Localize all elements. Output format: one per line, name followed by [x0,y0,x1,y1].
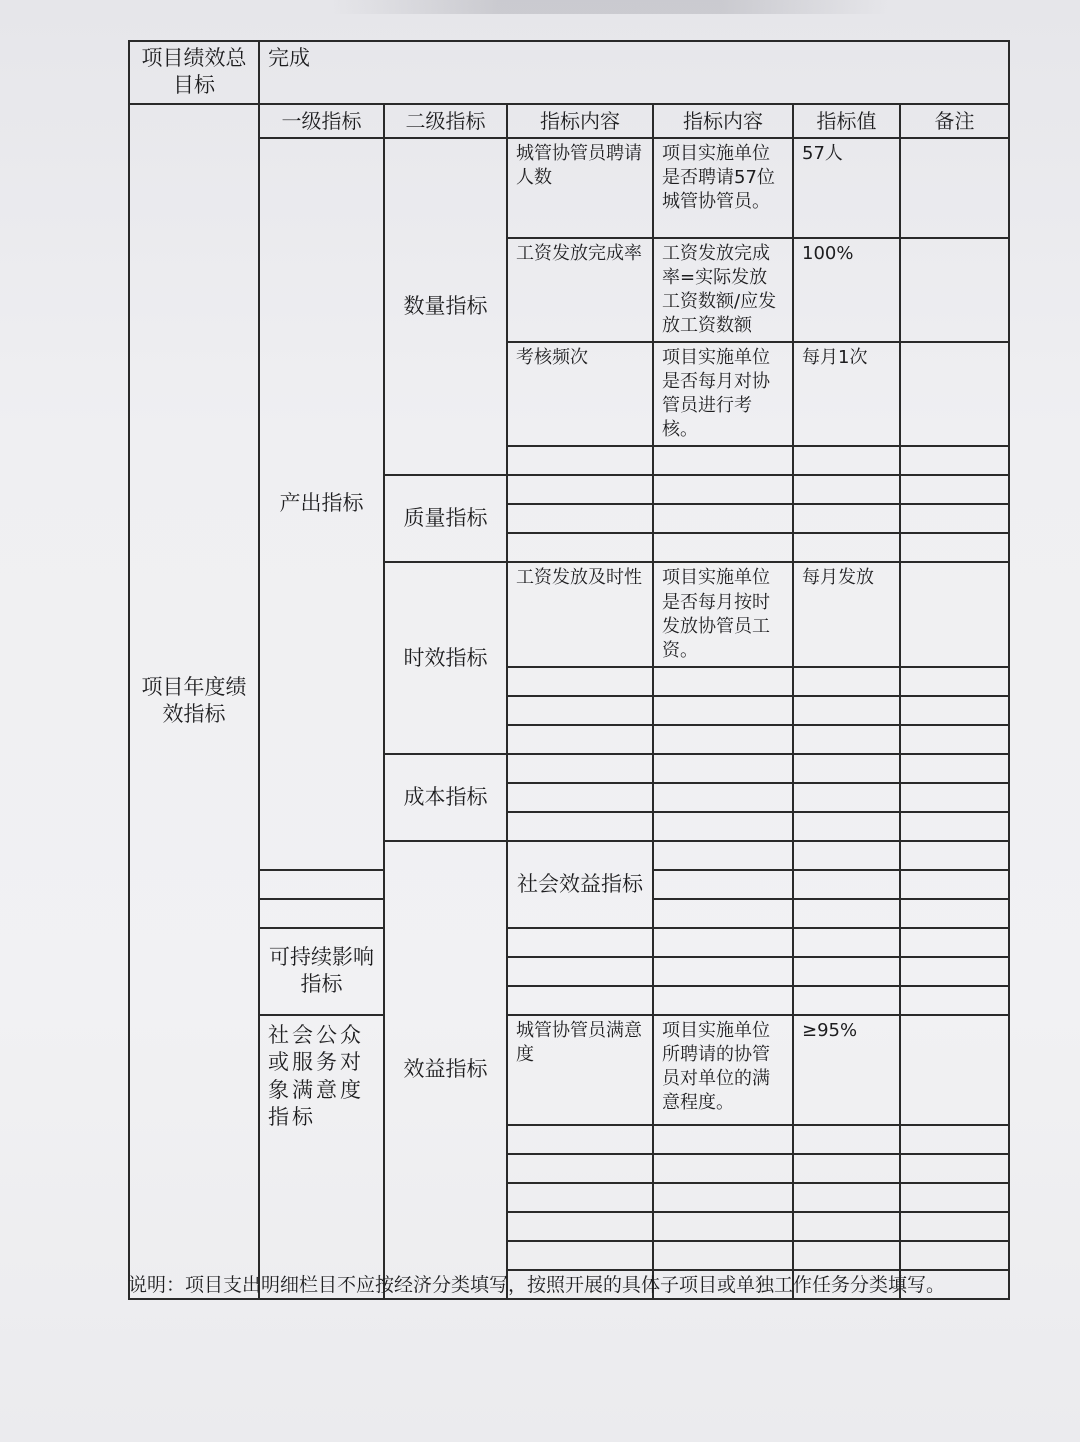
header-level2: 二级指标 [384,104,507,138]
empty-cell [793,504,900,533]
indicator-remark [900,138,1009,238]
empty-cell [793,1241,900,1270]
empty-cell [900,812,1009,841]
empty-cell [900,446,1009,475]
empty-cell [653,754,793,783]
empty-cell [793,783,900,812]
performance-indicator-table [128,40,1010,1300]
empty-cell [259,870,384,899]
level1-benefit: 效益指标 [384,841,507,1299]
empty-cell [653,1154,793,1183]
empty-cell [900,754,1009,783]
empty-cell [653,446,793,475]
empty-cell [653,783,793,812]
empty-cell [507,986,653,1015]
indicator-remark [900,238,1009,342]
empty-cell [653,899,793,928]
empty-cell [900,1241,1009,1270]
indicator-name: 城管协管员满意度 [507,1015,653,1125]
level2-satisfaction: 社会公众或服务对象满意度指标 [259,1015,384,1299]
empty-cell [793,1125,900,1154]
empty-cell [507,1212,653,1241]
empty-cell [900,986,1009,1015]
empty-cell [653,1183,793,1212]
empty-cell [653,841,793,870]
indicator-desc: 项目实施单位是否聘请57位城管协管员。 [653,138,793,238]
empty-cell [507,667,653,696]
empty-cell [653,812,793,841]
indicator-name: 工资发放完成率 [507,238,653,342]
empty-cell [900,696,1009,725]
header-level1: 一级指标 [259,104,384,138]
indicator-remark [900,1015,1009,1125]
empty-cell [900,725,1009,754]
level2-timeliness: 时效指标 [384,562,507,753]
level2-social: 社会效益指标 [507,841,653,928]
header-value: 指标值 [793,104,900,138]
empty-cell [507,504,653,533]
empty-cell [793,475,900,504]
empty-cell [900,1154,1009,1183]
empty-cell [793,446,900,475]
empty-cell [793,533,900,562]
empty-cell [900,1125,1009,1154]
empty-cell [793,928,900,957]
empty-cell [793,667,900,696]
indicator-remark [900,342,1009,446]
indicator-desc: 项目实施单位是否每月按时发放协管员工资。 [653,562,793,666]
empty-cell [900,841,1009,870]
empty-cell [653,1241,793,1270]
empty-cell [793,1183,900,1212]
empty-cell [900,957,1009,986]
empty-cell [900,504,1009,533]
empty-cell [793,1154,900,1183]
level1-output: 产出指标 [259,138,384,870]
empty-cell [507,725,653,754]
header-content-1: 指标内容 [507,104,653,138]
empty-cell [653,475,793,504]
indicator-name: 城管协管员聘请人数 [507,138,653,238]
indicator-name: 考核频次 [507,342,653,446]
empty-cell [653,725,793,754]
indicator-value: ≥95% [793,1015,900,1125]
empty-cell [900,870,1009,899]
indicator-desc: 工资发放完成率=实际发放工资数额/应发放工资数额 [653,238,793,342]
empty-cell [507,957,653,986]
empty-cell [507,928,653,957]
empty-cell [793,696,900,725]
empty-cell [653,504,793,533]
empty-cell [507,1154,653,1183]
empty-cell [900,899,1009,928]
empty-cell [653,870,793,899]
empty-cell [653,957,793,986]
indicator-desc: 项目实施单位所聘请的协管员对单位的满意程度。 [653,1015,793,1125]
indicator-value: 每月1次 [793,342,900,446]
empty-cell [507,475,653,504]
empty-cell [653,986,793,1015]
empty-cell [793,1212,900,1241]
empty-cell [900,475,1009,504]
bleed-through-shadow [330,0,890,14]
empty-cell [259,899,384,928]
overall-goal-value: 完成 [259,41,1009,104]
empty-cell [793,812,900,841]
empty-cell [653,1125,793,1154]
empty-cell [507,1183,653,1212]
empty-cell [793,841,900,870]
empty-cell [793,870,900,899]
empty-cell [793,899,900,928]
level2-quality: 质量指标 [384,475,507,562]
empty-cell [507,1125,653,1154]
empty-cell [793,725,900,754]
empty-cell [653,667,793,696]
empty-cell [507,783,653,812]
indicator-value: 57人 [793,138,900,238]
empty-cell [507,812,653,841]
empty-cell [653,696,793,725]
level2-quantity: 数量指标 [384,138,507,476]
indicator-desc: 项目实施单位是否每月对协管员进行考核。 [653,342,793,446]
empty-cell [793,986,900,1015]
empty-cell [900,928,1009,957]
empty-cell [793,957,900,986]
empty-cell [653,928,793,957]
empty-cell [507,754,653,783]
empty-cell [900,1183,1009,1212]
footnote: 说明：项目支出明细栏目不应按经济分类填写，按照开展的具体子项目或单独工作任务分类填写。 [128,1274,946,1296]
empty-cell [900,783,1009,812]
empty-cell [793,754,900,783]
indicator-remark [900,562,1009,666]
empty-cell [507,1241,653,1270]
overall-goal-label: 项目绩效总目标 [129,41,259,104]
indicator-name: 工资发放及时性 [507,562,653,666]
level2-sustainable: 可持续影响指标 [259,928,384,1015]
empty-cell [507,533,653,562]
empty-cell [900,667,1009,696]
empty-cell [653,1212,793,1241]
empty-cell [653,533,793,562]
empty-cell [900,533,1009,562]
empty-cell [507,696,653,725]
empty-cell [507,446,653,475]
level2-cost: 成本指标 [384,754,507,841]
empty-cell [900,1212,1009,1241]
annual-indicators-label: 项目年度绩效指标 [129,104,259,1299]
header-content-2: 指标内容 [653,104,793,138]
indicator-value: 每月发放 [793,562,900,666]
indicator-value: 100% [793,238,900,342]
header-remark: 备注 [900,104,1009,138]
